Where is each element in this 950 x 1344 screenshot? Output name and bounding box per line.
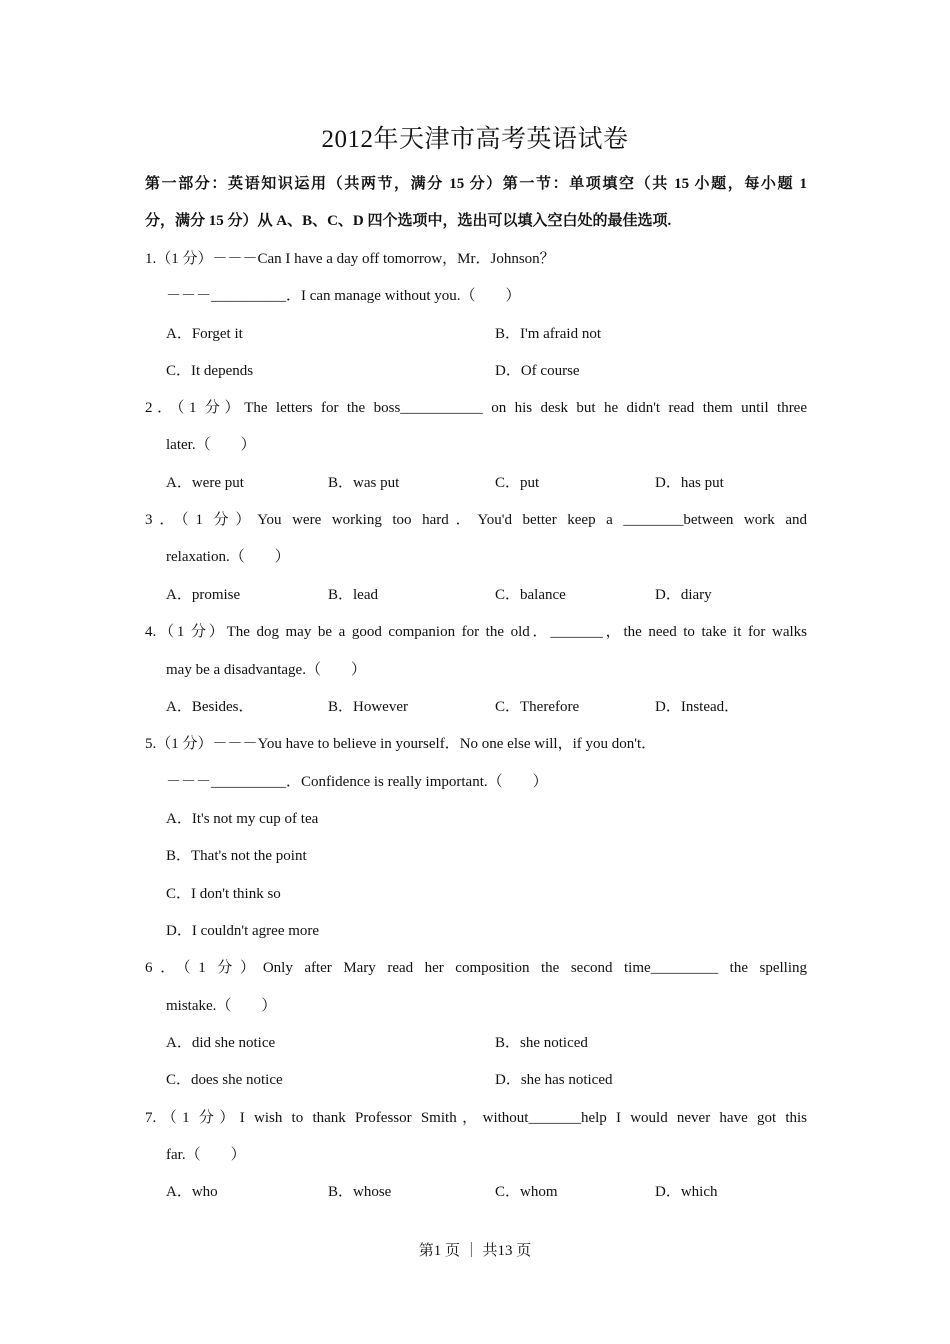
question-3-option-b: B．lead (328, 587, 378, 603)
question-1-option-d: D．Of course (495, 363, 580, 379)
question-5-stem: 5.（1 分）－－－You have to believe in yourself．No one else will，if you don't． (145, 736, 657, 752)
question-3-stem-cont: relaxation.（ ） (166, 549, 290, 565)
question-7-stem-cont: far.（ ） (166, 1147, 246, 1163)
section-intro-line-1: 第一部分：英语知识运用（共两节，满分 15 分）第一节：单项填空（共 15 小题，每小题 1 (145, 176, 807, 192)
question-3-option-a: A．promise (166, 587, 241, 603)
question-6-option-b: B．she noticed (495, 1035, 588, 1051)
question-4-option-b: B．However (328, 699, 408, 715)
question-4-option-c: C．Therefore (495, 699, 580, 715)
question-7-option-d: D．which (655, 1184, 718, 1200)
question-4-stem-cont: may be a disadvantage.（ ） (166, 662, 366, 678)
question-7-option-c: C．whom (495, 1184, 558, 1200)
exam-title: 2012年天津市高考英语试卷 (321, 126, 629, 153)
question-5-option-b: B．That's not the point (166, 848, 307, 864)
question-7-option-a: A．who (166, 1184, 218, 1200)
question-7-stem: 7.（1 分）I wish to thank Professor Smith，without_______help I would never have got this (145, 1110, 807, 1126)
question-1-stem: 1.（1 分）－－－Can I have a day off tomorrow，Mr．Johnson？ (145, 251, 555, 267)
question-7-option-b: B．whose (328, 1184, 392, 1200)
question-6-stem-cont: mistake.（ ） (166, 998, 277, 1014)
question-2-option-d: D．has put (655, 475, 724, 491)
question-2-option-a: A．were put (166, 475, 244, 491)
question-1-option-c: C．It depends (166, 363, 254, 379)
question-4-option-a: A．Besides． (166, 699, 254, 715)
question-6-option-d: D．she has noticed (495, 1072, 613, 1088)
question-2-option-c: C．put (495, 475, 540, 491)
question-5-stem-cont: －－－__________．Confidence is really important.（ ） (166, 774, 548, 790)
question-1-stem-cont: －－－__________．I can manage without you.（ ） (166, 288, 521, 304)
question-3-option-d: D．diary (655, 587, 712, 603)
question-5-option-c: C．I don't think so (166, 886, 281, 902)
question-5-option-a: A．It's not my cup of tea (166, 811, 319, 827)
question-6-option-a: A．did she notice (166, 1035, 276, 1051)
question-3-stem: 3．（1 分）You were working too hard．You'd better keep a ________between work and (145, 512, 807, 528)
section-intro-line-2: 分，满分 15 分）从 A、B、C、D 四个选项中，选出可以填入空白处的最佳选项. (145, 213, 672, 229)
page-footer: 第1 页 ｜ 共13 页 (418, 1243, 532, 1259)
question-2-option-b: B．was put (328, 475, 400, 491)
question-6-stem: 6．（1 分）Only after Mary read her composition the second time_________ the spelling (145, 960, 807, 976)
question-6-option-c: C．does she notice (166, 1072, 283, 1088)
question-3-option-c: C．balance (495, 587, 566, 603)
question-1-option-a: A．Forget it (166, 326, 243, 342)
question-2-stem: 2．（1 分）The letters for the boss___________ on his desk but he didn't read them until three (145, 400, 807, 416)
question-4-option-d: D．Instead． (655, 699, 740, 715)
question-4-stem: 4.（1 分）The dog may be a good companion for the old．_______，the need to take it for walks (145, 624, 807, 640)
question-5-option-d: D．I couldn't agree more (166, 923, 320, 939)
question-1-option-b: B．I'm afraid not (495, 326, 602, 342)
question-2-stem-cont: later.（ ） (166, 437, 256, 453)
